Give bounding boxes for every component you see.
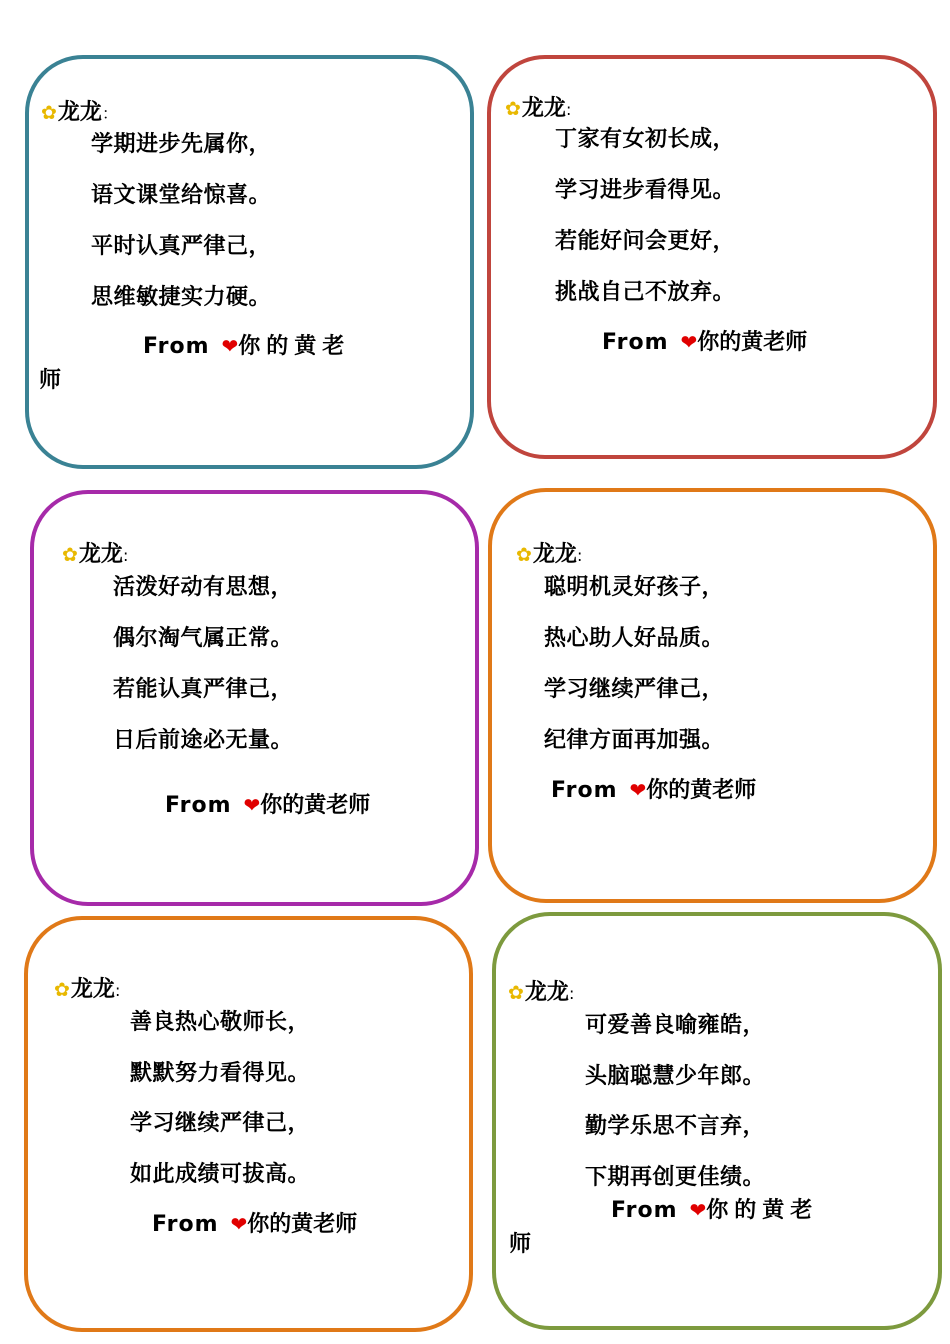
flower-icon: ✿ xyxy=(41,102,57,124)
signature-line xyxy=(611,1193,818,1224)
student-name: 龙龙 xyxy=(57,100,102,125)
poem-line: 如此成绩可拔高。 xyxy=(130,1162,311,1187)
signature-line xyxy=(551,773,756,804)
card-greeting xyxy=(54,972,120,1003)
comment-card-6 xyxy=(492,912,942,1330)
heart-icon: ❤ xyxy=(221,334,239,358)
comment-card-5 xyxy=(24,916,473,1332)
signature-wrap: 师 xyxy=(509,1232,532,1257)
teacher-signature: 你的黄老 xyxy=(238,334,351,359)
teacher-signature: 你的黄老师 xyxy=(260,793,371,818)
greeting-colon: : xyxy=(576,546,583,565)
from-label: From xyxy=(611,1198,678,1223)
heart-icon: ❤ xyxy=(680,330,698,354)
teacher-signature: 你的黄老师 xyxy=(247,1212,358,1237)
flower-icon: ✿ xyxy=(508,982,524,1004)
card-greeting xyxy=(516,537,582,568)
comment-card-3 xyxy=(30,490,479,906)
teacher-signature: 你的黄老师 xyxy=(646,778,757,803)
signature-line xyxy=(143,329,350,360)
heart-icon: ❤ xyxy=(243,793,261,817)
card-greeting xyxy=(62,537,128,568)
poem-line: 活泼好动有思想， xyxy=(113,575,294,600)
greeting-colon: : xyxy=(568,984,575,1003)
teacher-signature: 你的黄老 xyxy=(706,1198,819,1223)
student-name: 龙龙 xyxy=(78,542,123,567)
greeting-colon: : xyxy=(565,100,572,119)
signature-line xyxy=(602,325,807,356)
poem-line: 语文课堂给惊喜。 xyxy=(91,183,272,208)
card-greeting xyxy=(508,975,574,1006)
flower-icon: ✿ xyxy=(516,544,532,566)
comment-card-1 xyxy=(25,55,474,469)
signature-wrap: 师 xyxy=(39,368,62,393)
heart-icon: ❤ xyxy=(689,1198,707,1222)
poem-line: 可爱善良喻雍皓， xyxy=(585,1013,766,1038)
student-name: 龙龙 xyxy=(532,542,577,567)
greeting-colon: ： xyxy=(101,104,118,123)
poem-line: 若能认真严律己， xyxy=(113,677,294,702)
poem-line: 学期进步先属你， xyxy=(91,132,272,157)
flower-icon: ✿ xyxy=(54,979,70,1001)
card-greeting xyxy=(505,91,571,122)
poem-line: 丁家有女初长成， xyxy=(555,127,736,152)
poem-line: 偶尔淘气属正常。 xyxy=(113,626,294,651)
flower-icon: ✿ xyxy=(62,544,78,566)
poem-line: 学习继续严律己， xyxy=(130,1111,311,1136)
from-label: From xyxy=(143,334,210,359)
from-label: From xyxy=(551,778,618,803)
from-label: From xyxy=(152,1212,219,1237)
comment-card-4 xyxy=(488,488,937,903)
from-label: From xyxy=(165,793,232,818)
greeting-colon: : xyxy=(122,546,129,565)
poem-line: 默默努力看得见。 xyxy=(130,1061,311,1086)
greeting-colon: : xyxy=(114,981,121,1000)
poem-line: 日后前途必无量。 xyxy=(113,728,294,753)
student-name: 龙龙 xyxy=(521,96,566,121)
teacher-signature: 你的黄老师 xyxy=(697,330,808,355)
poem-line: 纪律方面再加强。 xyxy=(544,728,725,753)
poem-line: 勤学乐思不言弃， xyxy=(585,1114,766,1139)
student-name: 龙龙 xyxy=(524,980,569,1005)
card-greeting xyxy=(41,95,118,126)
comment-card-2 xyxy=(487,55,937,459)
poem-line: 挑战自己不放弃。 xyxy=(555,280,736,305)
poem-line: 头脑聪慧少年郎。 xyxy=(585,1064,766,1089)
signature-line xyxy=(152,1207,357,1238)
poem-line: 思维敏捷实力硬。 xyxy=(91,285,272,310)
heart-icon: ❤ xyxy=(230,1212,248,1236)
poem-line: 下期再创更佳绩。 xyxy=(585,1165,766,1190)
poem-line: 学习继续严律己， xyxy=(544,677,725,702)
from-label: From xyxy=(602,330,669,355)
poem-line: 平时认真严律己， xyxy=(91,234,272,259)
student-name: 龙龙 xyxy=(70,977,115,1002)
poem-line: 热心助人好品质。 xyxy=(544,626,725,651)
heart-icon: ❤ xyxy=(629,778,647,802)
signature-line xyxy=(165,788,370,819)
poem-line: 聪明机灵好孩子， xyxy=(544,575,725,600)
poem-line: 善良热心敬师长， xyxy=(130,1010,311,1035)
flower-icon: ✿ xyxy=(505,98,521,120)
poem-line: 学习进步看得见。 xyxy=(555,178,736,203)
poem-line: 若能好问会更好， xyxy=(555,229,736,254)
